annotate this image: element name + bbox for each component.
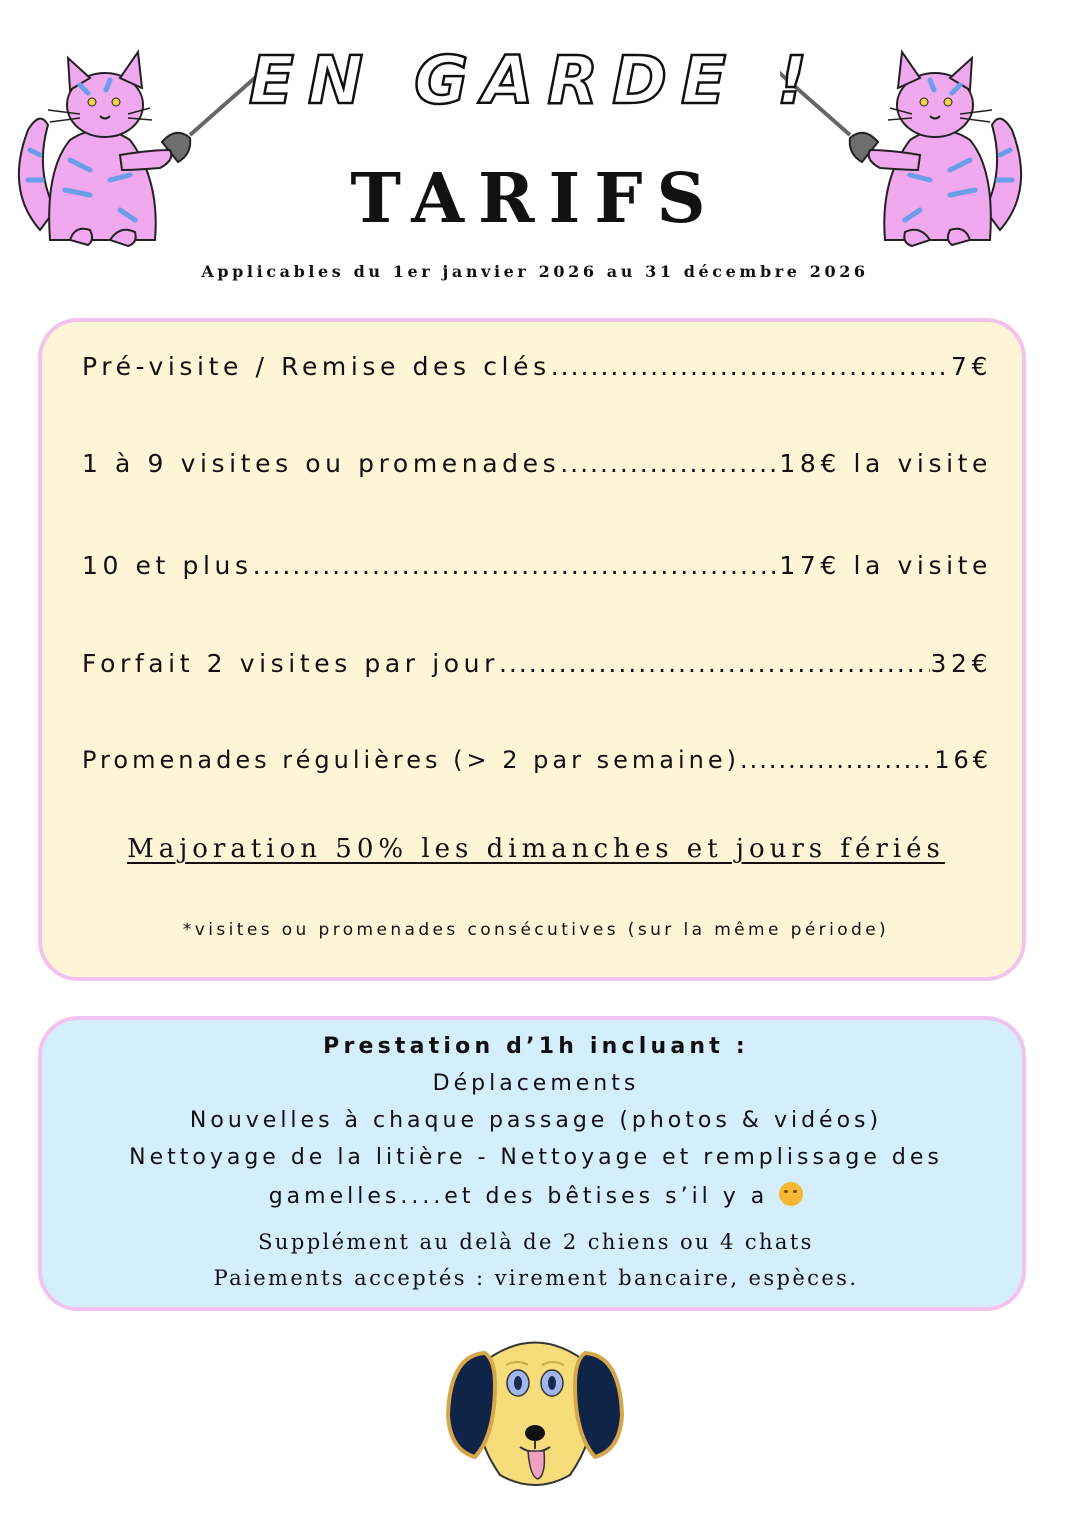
price-row	[82, 352, 992, 381]
sunday-surcharge-note	[42, 834, 1030, 864]
price-value: 16€	[934, 746, 992, 774]
brand-name: EN GARDE !	[248, 42, 822, 119]
face-with-hand-over-mouth-icon	[779, 1182, 803, 1206]
price-value: 32€	[930, 649, 992, 678]
service-item: Déplacements	[432, 1071, 640, 1096]
price-row	[82, 746, 992, 774]
payment-methods-note: Paiements acceptés : virement bancaire, espèces.	[213, 1266, 859, 1290]
dot-leader	[740, 746, 934, 774]
price-row	[82, 449, 992, 478]
service-item-with-emoji	[42, 1182, 1030, 1209]
service-heading: Prestation d’1h incluant :	[323, 1034, 749, 1059]
page-title: TARIFS	[350, 159, 720, 239]
price-value: 18€ la visite	[779, 449, 992, 478]
price-row	[82, 649, 992, 678]
extra-pets-note: Supplément au delà de 2 chiens ou 4 chats	[258, 1230, 814, 1254]
dot-leader	[560, 449, 779, 478]
price-label: Promenades régulières (> 2 par semaine)	[82, 746, 740, 774]
service-item: Nouvelles à chaque passage (photos & vidéos)	[189, 1108, 883, 1133]
dog-face-icon	[440, 1325, 630, 1490]
price-value: 17€ la visite	[779, 551, 992, 580]
service-item: gamelles....et des bêtises s’il y a	[268, 1184, 769, 1209]
service-details-panel	[38, 1016, 1026, 1311]
price-label: Forfait 2 visites par jour	[82, 649, 499, 678]
dot-leader	[499, 649, 930, 678]
price-label: 10 et plus	[82, 551, 253, 580]
price-list-panel	[38, 318, 1026, 981]
surcharge-text: Majoration 50% les dimanches et jours fériés	[127, 834, 945, 864]
price-value: 7€	[950, 352, 992, 381]
service-item: Nettoyage de la litière - Nettoyage et remplissage des	[129, 1145, 943, 1170]
validity-period: Applicables du 1er janvier 2026 au 31 décembre 2026	[201, 262, 869, 281]
price-row	[82, 551, 992, 580]
dot-leader	[253, 551, 780, 580]
dot-leader	[551, 352, 951, 381]
price-label: Pré-visite / Remise des clés	[82, 352, 551, 381]
price-label: 1 à 9 visites ou promenades	[82, 449, 561, 478]
footnote: *visites ou promenades consécutives (sur la même période)	[182, 920, 890, 940]
